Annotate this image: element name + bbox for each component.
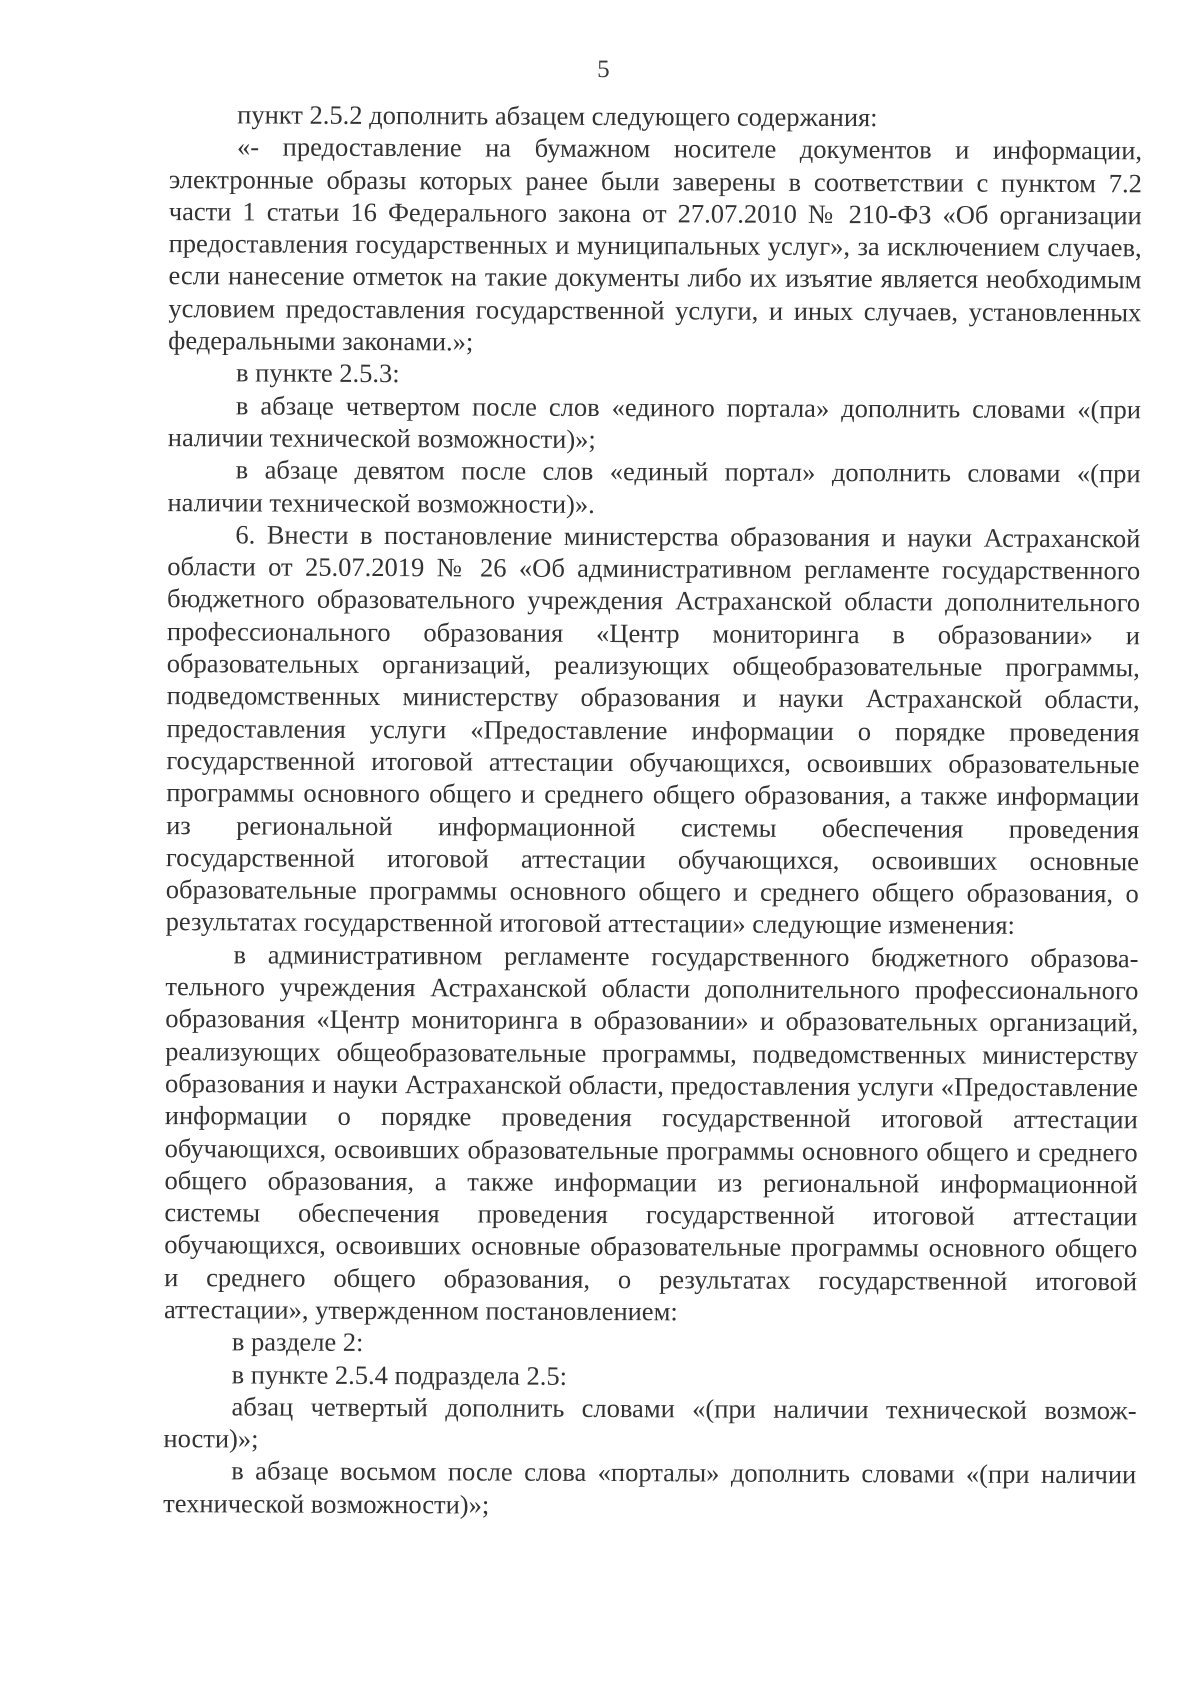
paragraph: в административном регламенте государственного бюджетного образовательного учреждения Астраханской области дополнительного профессионального образования «Центр мониторинга в образовании» и образовательных организаций, реализующих общеобразовательные программы, подведомственных министерству образования и науки Астраханской области, предоставления услуги «Предоставление информации о порядке проведения государственной итоговой аттестации обучающихся, освоивших образовательные программы основного общего и среднего общего образования, а также информации из региональной информационной системы обеспечения проведения государственной итоговой аттестации обучающихся, освоивших основные образовательные программы основного общего и среднего общего образования, о результатах государственной итоговой аттестации», утвержденном постановлением: <box>163 939 1139 1327</box>
paragraph: в пункте 2.5.4 подраздела 2.5: <box>231 1358 568 1391</box>
document-body <box>163 98 1142 1523</box>
paragraph: в пункте 2.5.3: <box>236 357 400 389</box>
paragraph: 6. Внести в постановление министерства образования и науки Астраханской области от 25.07.2019 № 26 «Об административном регламенте государственного бюджетного образовательного учреждения Астраханской области дополнительного профессионального образования «Центр мониторинга в образовании» и образовательных организаций, реализующих общеобразовательные программы, подведомственных министерству образования и науки Астраханской области, предоставления услуги «Предоставление информации о порядке проведения государственной итоговой аттестации обучающихся, освоивших образовательные программы основного общего и среднего общего образования, а также информации из региональной информационной системы обеспечения проведения государственной итоговой аттестации обучающихся, освоивших основные образовательные программы основного общего и среднего общего образования, о результатах государственной итоговой аттестации» следующие изменения: <box>165 519 1141 941</box>
paragraph: в абзаце четвертом после слов «единого портала» дополнить словами «(при наличии технической возможности)»; <box>167 390 1141 454</box>
page-number: 5 <box>597 55 610 84</box>
paragraph: абзац четвертый дополнить словами «(при наличии технической возможности)»; <box>163 1391 1137 1454</box>
paragraph: «- предоставление на бумажном носителе документов и информации, электронные образы которых ранее были заверены в соответствии с пунктом 7.2 части 1 статьи 16 Федерального закона от 27.07.2010 № 210-ФЗ «Об организации предоставления государственных и муниципальных услуг», за исключением случаев, если нанесение отметок на такие документы либо их изъятие является необходимым условием предоставления государственной услуги, и иных случаев, установленных федеральными законами.»; <box>168 131 1143 357</box>
paragraph: пункт 2.5.2 дополнить абзацем следующего содержания: <box>237 99 878 133</box>
paragraph: в разделе 2: <box>231 1326 364 1358</box>
paragraph: в абзаце восьмом после слова «порталы» дополнить словами «(при наличии технической возможности)»; <box>163 1455 1137 1520</box>
paragraph: в абзаце девятом после слов «единый портал» дополнить словами «(при наличии технической возможности)». <box>167 454 1141 519</box>
